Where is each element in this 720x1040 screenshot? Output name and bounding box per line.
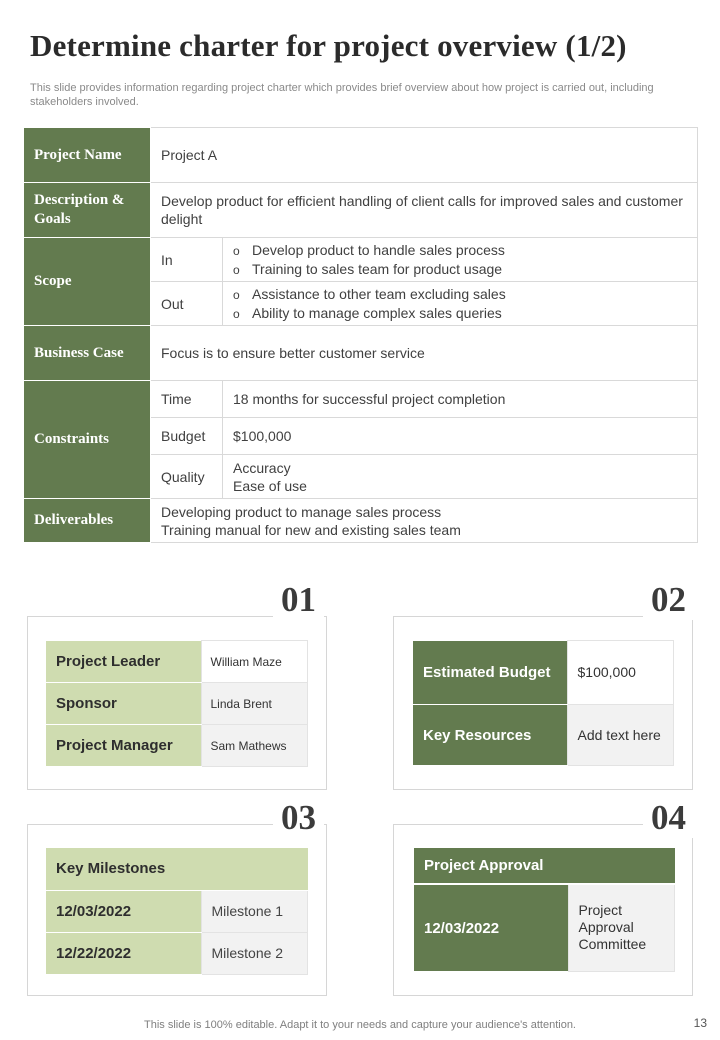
stakeholder-table — [46, 640, 308, 767]
table-row — [413, 641, 674, 705]
key-milestones-header: Key Milestones — [46, 848, 308, 890]
milestone-name: Milestone 1 — [201, 890, 308, 932]
table-row — [46, 683, 308, 725]
scope-in-item: Training to sales team for product usage — [252, 260, 503, 277]
card-number-02: 02 — [643, 580, 694, 620]
scope-label: Scope — [24, 238, 151, 326]
project-leader-value: William Maze — [201, 641, 308, 683]
card-number-04: 04 — [643, 798, 694, 838]
row-project-name — [24, 128, 698, 183]
project-name-label: Project Name — [24, 128, 151, 183]
bullet-icon: o — [233, 262, 240, 277]
row-constraint-time — [24, 381, 698, 418]
footer-note: This slide is 100% editable. Adapt it to your needs and capture your audience's attention. — [144, 1019, 576, 1031]
milestone-name: Milestone 2 — [201, 932, 308, 974]
scope-in-label: In — [151, 238, 223, 282]
scope-in-list — [223, 238, 698, 282]
deliverable-item: Developing product to manage sales process — [161, 503, 442, 520]
estimated-budget-label: Estimated Budget — [413, 641, 567, 705]
scope-out-list — [223, 282, 698, 326]
page-title: Determine charter for project overview (1/2) — [30, 28, 627, 63]
quality-item: Accuracy — [233, 459, 291, 476]
business-case-value: Focus is to ensure better customer service — [151, 326, 698, 381]
table-row — [46, 932, 308, 974]
bullet-icon: o — [233, 306, 240, 321]
project-name-value: Project A — [151, 128, 698, 183]
table-row — [46, 890, 308, 932]
constraints-label: Constraints — [24, 381, 151, 499]
row-scope-in — [24, 238, 698, 282]
list-item — [233, 260, 687, 279]
estimated-budget-value: $100,000 — [567, 641, 674, 705]
scope-out-label: Out — [151, 282, 223, 326]
project-leader-label: Project Leader — [46, 641, 201, 683]
scope-in-item: Develop product to handle sales process — [252, 241, 505, 258]
deliverable-item: Training manual for new and existing sales team — [161, 521, 461, 538]
business-case-label: Business Case — [24, 326, 151, 381]
time-label: Time — [151, 381, 223, 418]
charter-table — [23, 127, 698, 543]
table-row — [414, 848, 675, 884]
milestone-date: 12/22/2022 — [46, 932, 201, 974]
card-number-03: 03 — [273, 798, 324, 838]
sponsor-label: Sponsor — [46, 683, 201, 725]
quality-label: Quality — [151, 455, 223, 499]
budget-value: $100,000 — [223, 418, 698, 455]
project-manager-label: Project Manager — [46, 725, 201, 767]
deliverables-list — [151, 499, 698, 543]
key-resources-label: Key Resources — [413, 705, 567, 766]
bullet-icon: o — [233, 243, 240, 258]
key-resources-value: Add text here — [567, 705, 674, 766]
row-deliverables — [24, 499, 698, 543]
table-row — [46, 725, 308, 767]
description-value: Develop product for efficient handling of client calls for improved sales and customer delight — [151, 183, 698, 238]
budget-label: Budget — [151, 418, 223, 455]
row-description — [24, 183, 698, 238]
milestones-table — [46, 848, 308, 975]
table-row — [46, 641, 308, 683]
table-row — [414, 884, 675, 971]
budget-table — [413, 640, 674, 766]
bullet-icon: o — [233, 287, 240, 302]
quality-item: Ease of use — [233, 477, 307, 494]
milestone-date: 12/03/2022 — [46, 890, 201, 932]
project-manager-value: Sam Mathews — [201, 725, 308, 767]
list-item — [233, 285, 687, 304]
table-row — [413, 705, 674, 766]
approval-date: 12/03/2022 — [414, 884, 568, 971]
row-business-case — [24, 326, 698, 381]
table-row — [46, 848, 308, 890]
approval-table — [414, 848, 675, 972]
deliverables-label: Deliverables — [24, 499, 151, 543]
time-value: 18 months for successful project completion — [223, 381, 698, 418]
approval-committee: Project Approval Committee — [568, 884, 675, 971]
scope-out-item: Assistance to other team excluding sales — [252, 285, 506, 302]
list-item — [233, 241, 687, 260]
project-approval-header: Project Approval — [414, 848, 675, 884]
quality-list — [223, 455, 698, 499]
description-label: Description & Goals — [24, 183, 151, 238]
scope-out-item: Ability to manage complex sales queries — [252, 304, 502, 321]
sponsor-value: Linda Brent — [201, 683, 308, 725]
card-number-01: 01 — [273, 580, 324, 620]
page-number: 13 — [693, 1016, 707, 1030]
page-subtitle: This slide provides information regarding project charter which provides brief overview about how project is carried out, including stakeholders involved. — [30, 82, 654, 108]
list-item — [233, 304, 687, 323]
